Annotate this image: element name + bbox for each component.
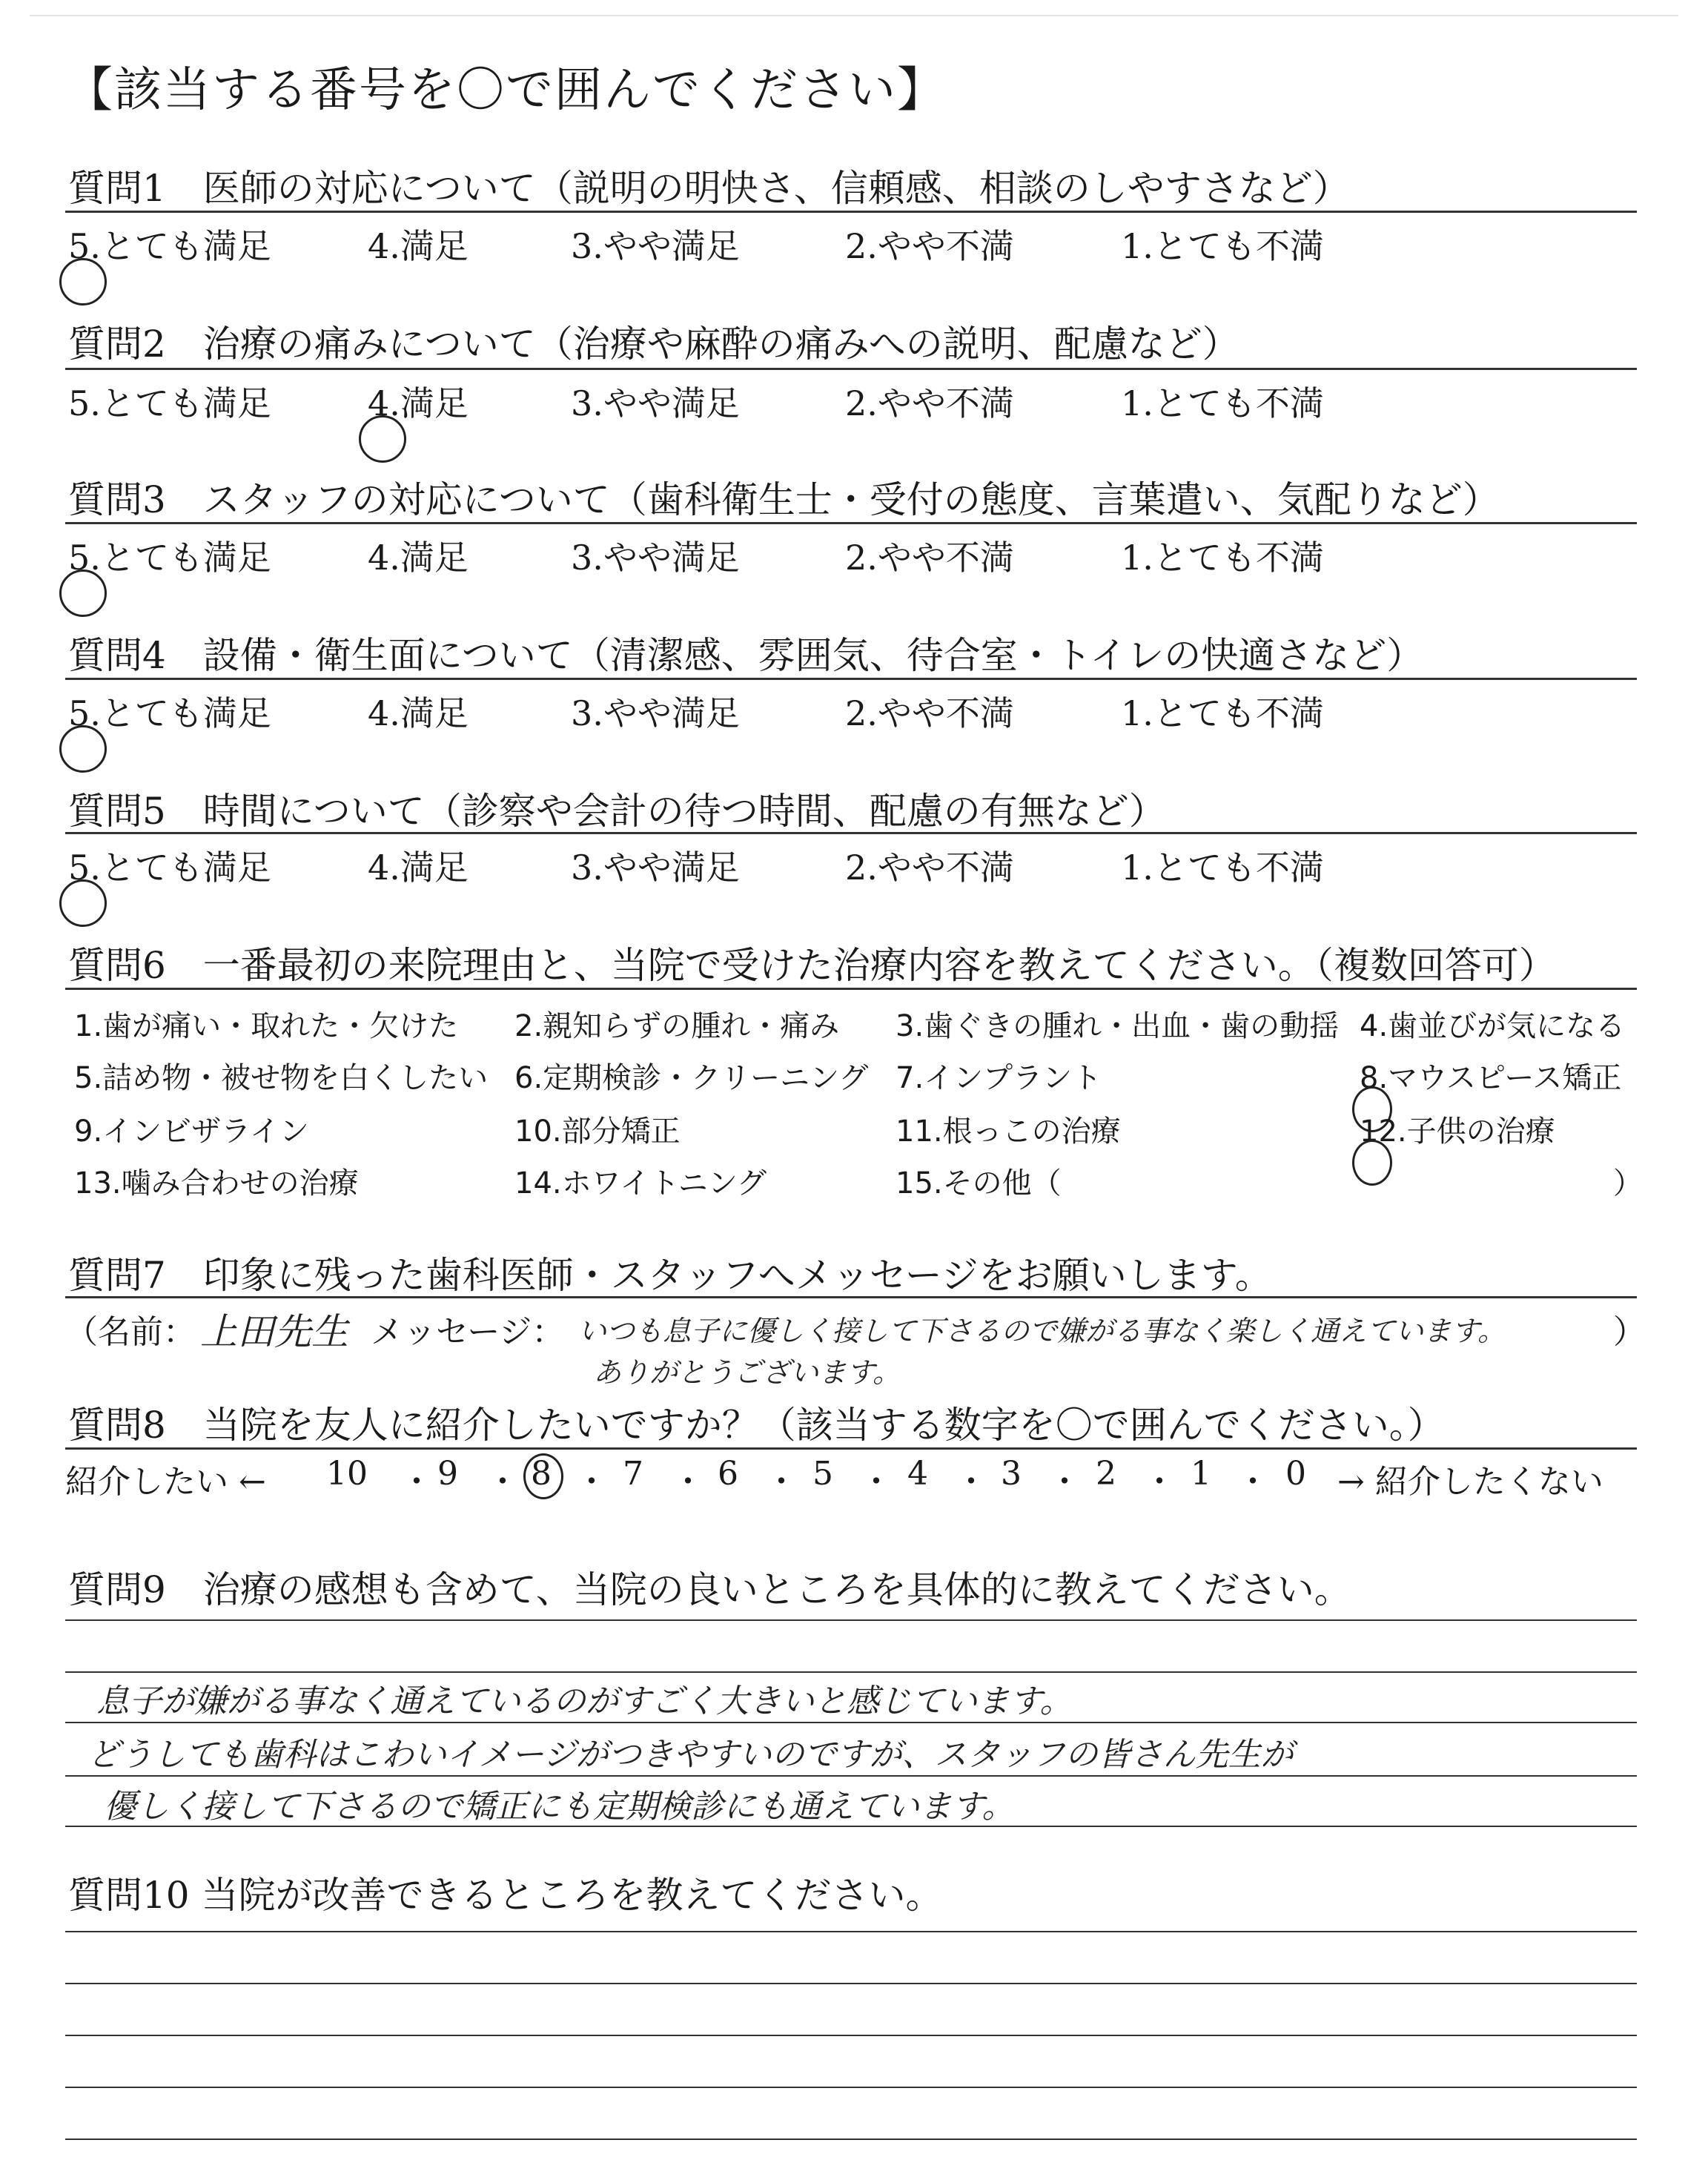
dot-separator: ・	[575, 1463, 608, 1501]
page-title: 【該当する番号を〇で囲んでください】	[65, 63, 946, 118]
q3-option-3[interactable]: 3.やや満足	[571, 538, 740, 578]
q4-rule	[65, 678, 1637, 680]
q2-option-1[interactable]: 1.とても不満	[1121, 383, 1324, 423]
q2-heading: 質問2 治療の痛みについて（治療や麻酔の痛みへの説明、配慮など）	[68, 323, 1239, 366]
q3-option-5[interactable]: 5.とても満足	[68, 538, 271, 578]
q3-options	[68, 531, 1637, 578]
q7-message-line-2[interactable]: ありがとうございます。	[593, 1356, 901, 1389]
q10-line-2	[65, 1983, 1637, 1984]
q10-line-4	[65, 2087, 1637, 2088]
q1-rule	[65, 211, 1637, 213]
q8-score-7[interactable]: 7	[623, 1455, 643, 1493]
q9-line-4	[65, 1775, 1637, 1777]
q6-option-11[interactable]: 11.根っこの治療	[896, 1114, 1121, 1149]
q1-option-5[interactable]: 5.とても満足	[68, 226, 271, 266]
q2-option-4[interactable]: 4.満足	[368, 383, 469, 423]
q1-option-2[interactable]: 2.やや不満	[845, 226, 1014, 266]
q7-name-value[interactable]: 上田先生	[200, 1310, 348, 1353]
q8-score-3[interactable]: 3	[1001, 1455, 1022, 1493]
q5-option-1[interactable]: 1.とても不満	[1121, 848, 1324, 888]
q4-heading: 質問4 設備・衛生面について（清潔感、雰囲気、待合室・トイレの快適さなど）	[68, 634, 1424, 677]
q3-heading: 質問3 スタッフの対応について（歯科衛生士・受付の態度、言葉遣い、気配りなど）	[68, 478, 1500, 521]
q6-rule	[65, 988, 1637, 990]
q7-close-paren: ）	[1613, 1313, 1646, 1351]
q8-heading: 質問8 当院を友人に紹介したいですか？（該当する数字を〇で囲んでください。）	[68, 1404, 1445, 1447]
q1-option-4[interactable]: 4.満足	[368, 226, 469, 266]
q8-score-10[interactable]: 10	[326, 1455, 368, 1493]
q9-answer-line-3[interactable]: 優しく接して下さるので矯正にも定期検診にも通えています。	[104, 1788, 1015, 1826]
q5-rule	[65, 832, 1637, 834]
q8-rule	[65, 1447, 1637, 1450]
q3-option-1[interactable]: 1.とても不満	[1121, 538, 1324, 578]
q6-option-13[interactable]: 13.噛み合わせの治療	[74, 1166, 359, 1200]
q8-score-2[interactable]: 2	[1096, 1455, 1116, 1493]
q6-option-1[interactable]: 1.歯が痛い・取れた・欠けた	[74, 1009, 459, 1043]
dot-separator: ・	[400, 1463, 433, 1501]
q7-name-label: （名前：	[65, 1313, 196, 1351]
q7-message-label: メッセージ：	[371, 1313, 565, 1351]
q3-rule	[65, 522, 1637, 524]
dot-separator: ・	[672, 1463, 704, 1501]
q6-option-8[interactable]: 8.マウスピース矯正	[1360, 1061, 1622, 1095]
dot-separator: ・	[1237, 1463, 1269, 1501]
q6-option-4[interactable]: 4.歯並びが気になる	[1360, 1009, 1626, 1043]
dot-separator: ・	[486, 1463, 519, 1501]
q4-option-4[interactable]: 4.満足	[368, 693, 469, 733]
survey-sheet: 【該当する番号を〇で囲んでください】 質問1 医師の対応について（説明の明快さ、信頼感、相談のしやすさなど） 5.とても満足 4.満足 3.やや満足 2.やや不満 1.とても不満 質問2 治療の痛みについて（治療や麻酔の痛みへの説明、配慮など） 5.とても満足 4.満足 3.やや満足 2.やや不満 1.とても不満 質問3 スタッフの対応について（歯科衛生士・受付の態度、言葉遣い、気配りなど） 5.とても満足 4.満足 3.やや満足 2.やや不満 1.とても不満 質問4 設備・衛生面について（清潔感、雰囲気、待合室・トイレの快適さなど） 5.とても満足 4.満足 3.やや満足 2.やや不満 1.とても不満 質問5 時間について（診察や会計の待つ時間、配慮の有無など） 5.とても満足 4.満足 3.やや満足 2.やや不満 1.とても不満 質問6 一番最初の来院理由と、当院で受けた治療内容を教えてください。（複数回答可） 1.歯が痛い・取れた・欠けた 2.親知らずの腫れ・痛み 3.歯ぐきの腫れ・出血・歯の動揺 4.歯並びが気になる 5.詰め物・被せ物を白くしたい 6.定期検診・クリーニング 7.インプラント 8.マウスピース矯正 9.インビザライン 10.部分矯正 11.根っこの治療 12.子供の治療 13.噛み合わせの治療 14.ホワイトニング 15.その他（ ） 質問7 印象に残った歯科医師・スタッフへメッセージをお願いします。 （名前： 上田先生 メッセージ： いつも息子に優しく接して下さるので嫌がる事なく楽しく通えています。 ありがとうございます。 ） 質問8 当院を友人に紹介したいですか？（該当する数字を〇で囲んでください。） 紹介したい ← 10 ・ 9 ・ 8 ・ 7 ・ 6 ・ 5 ・ 4 ・ 3 ・ 2 ・ 1 ・ 0 → 紹介したくない 質問9 治療の感想も含めて、当院の良いところを具体的に教えてください。 息子が嫌がる事なく通えているのがすごく大きいと感じています。 どうしても歯科はこわいイメージがつきやすいのですが、スタッフの皆さん先生が 優しく接して下さるので矯正にも定期検診にも通えています。 質問10 当院が改善できるところを教えてください。	[0, 0, 1708, 2160]
q5-heading: 質問5 時間について（診察や会計の待つ時間、配慮の有無など）	[68, 790, 1166, 833]
q10-line-3	[65, 2035, 1637, 2036]
q1-option-3[interactable]: 3.やや満足	[571, 226, 740, 266]
q3-option-2[interactable]: 2.やや不満	[845, 538, 1014, 578]
q9-line-1	[65, 1619, 1637, 1621]
top-border	[30, 15, 1678, 16]
q6-heading: 質問6 一番最初の来院理由と、当院で受けた治療内容を教えてください。（複数回答可）	[68, 944, 1556, 987]
q9-answer-line-2[interactable]: どうしても歯科はこわいイメージがつきやすいのですが、スタッフの皆さん先生が	[87, 1736, 1294, 1774]
q8-score-1[interactable]: 1	[1191, 1455, 1211, 1493]
q4-option-2[interactable]: 2.やや不満	[845, 693, 1014, 733]
q4-option-5[interactable]: 5.とても満足	[68, 693, 271, 733]
q10-line-5	[65, 2138, 1637, 2140]
q2-option-3[interactable]: 3.やや満足	[571, 383, 740, 423]
q2-rule	[65, 368, 1637, 370]
q8-score-5[interactable]: 5	[812, 1455, 833, 1493]
q8-score-0[interactable]: 0	[1285, 1455, 1306, 1493]
q2-option-5[interactable]: 5.とても満足	[68, 383, 271, 423]
q4-option-3[interactable]: 3.やや満足	[571, 693, 740, 733]
q6-option-15[interactable]: 15.その他（	[896, 1166, 1062, 1200]
q10-line-1	[65, 1931, 1637, 1932]
q9-line-3	[65, 1722, 1637, 1723]
q7-heading: 質問7 印象に残った歯科医師・スタッフへメッセージをお願いします。	[68, 1254, 1272, 1297]
q5-options	[68, 841, 1637, 888]
q6-option-6[interactable]: 6.定期検診・クリーニング	[514, 1061, 869, 1095]
q6-option-9[interactable]: 9.インビザライン	[74, 1114, 309, 1149]
q6-option-2[interactable]: 2.親知らずの腫れ・痛み	[514, 1009, 840, 1043]
q4-options	[68, 687, 1637, 731]
q5-option-3[interactable]: 3.やや満足	[571, 848, 740, 888]
q9-answer-line-1[interactable]: 息子が嫌がる事なく通えているのがすごく大きいと感じています。	[96, 1682, 1073, 1720]
dot-separator: ・	[1143, 1463, 1176, 1501]
q6-option-10[interactable]: 10.部分矯正	[514, 1114, 681, 1149]
q6-option-3[interactable]: 3.歯ぐきの腫れ・出血・歯の動揺	[896, 1009, 1340, 1043]
q9-heading: 質問9 治療の感想も含めて、当院の良いところを具体的に教えてください。	[68, 1568, 1351, 1611]
q8-score-6[interactable]: 6	[718, 1455, 738, 1493]
dot-separator: ・	[860, 1463, 893, 1501]
dot-separator: ・	[955, 1463, 987, 1501]
q6-option-5[interactable]: 5.詰め物・被せ物を白くしたい	[74, 1061, 489, 1095]
q2-options	[68, 377, 1637, 421]
q1-option-1[interactable]: 1.とても不満	[1121, 226, 1324, 266]
q4-option-1[interactable]: 1.とても不満	[1121, 693, 1324, 733]
q2-option-2[interactable]: 2.やや不満	[845, 383, 1014, 423]
q5-option-4[interactable]: 4.満足	[368, 848, 469, 888]
q1-heading: 質問1 医師の対応について（説明の明快さ、信頼感、相談のしやすさなど）	[68, 167, 1350, 210]
dot-separator: ・	[1048, 1463, 1081, 1501]
q6-option-7[interactable]: 7.インプラント	[896, 1061, 1102, 1095]
q3-option-4[interactable]: 4.満足	[368, 538, 469, 578]
q1-options	[68, 219, 1637, 264]
q7-message-line-1[interactable]: いつも息子に優しく接して下さるので嫌がる事なく楽しく通えています。	[578, 1315, 1506, 1347]
q6-other-close-paren: ）	[1613, 1166, 1643, 1200]
q8-left-label: 紹介したい ←	[65, 1463, 266, 1501]
q8-score-9[interactable]: 9	[437, 1455, 458, 1493]
q8-right-label: → 紹介したくない	[1337, 1463, 1603, 1501]
q6-option-14[interactable]: 14.ホワイトニング	[514, 1166, 767, 1200]
q9-line-2	[65, 1671, 1637, 1673]
q8-score-4[interactable]: 4	[907, 1455, 928, 1493]
q5-option-2[interactable]: 2.やや不満	[845, 848, 1014, 888]
q10-heading: 質問10 当院が改善できるところを教えてください。	[68, 1874, 943, 1917]
q6-option-12[interactable]: 12.子供の治療	[1360, 1114, 1555, 1149]
q7-rule	[65, 1296, 1637, 1298]
q5-option-5[interactable]: 5.とても満足	[68, 848, 271, 888]
dot-separator: ・	[765, 1463, 798, 1501]
